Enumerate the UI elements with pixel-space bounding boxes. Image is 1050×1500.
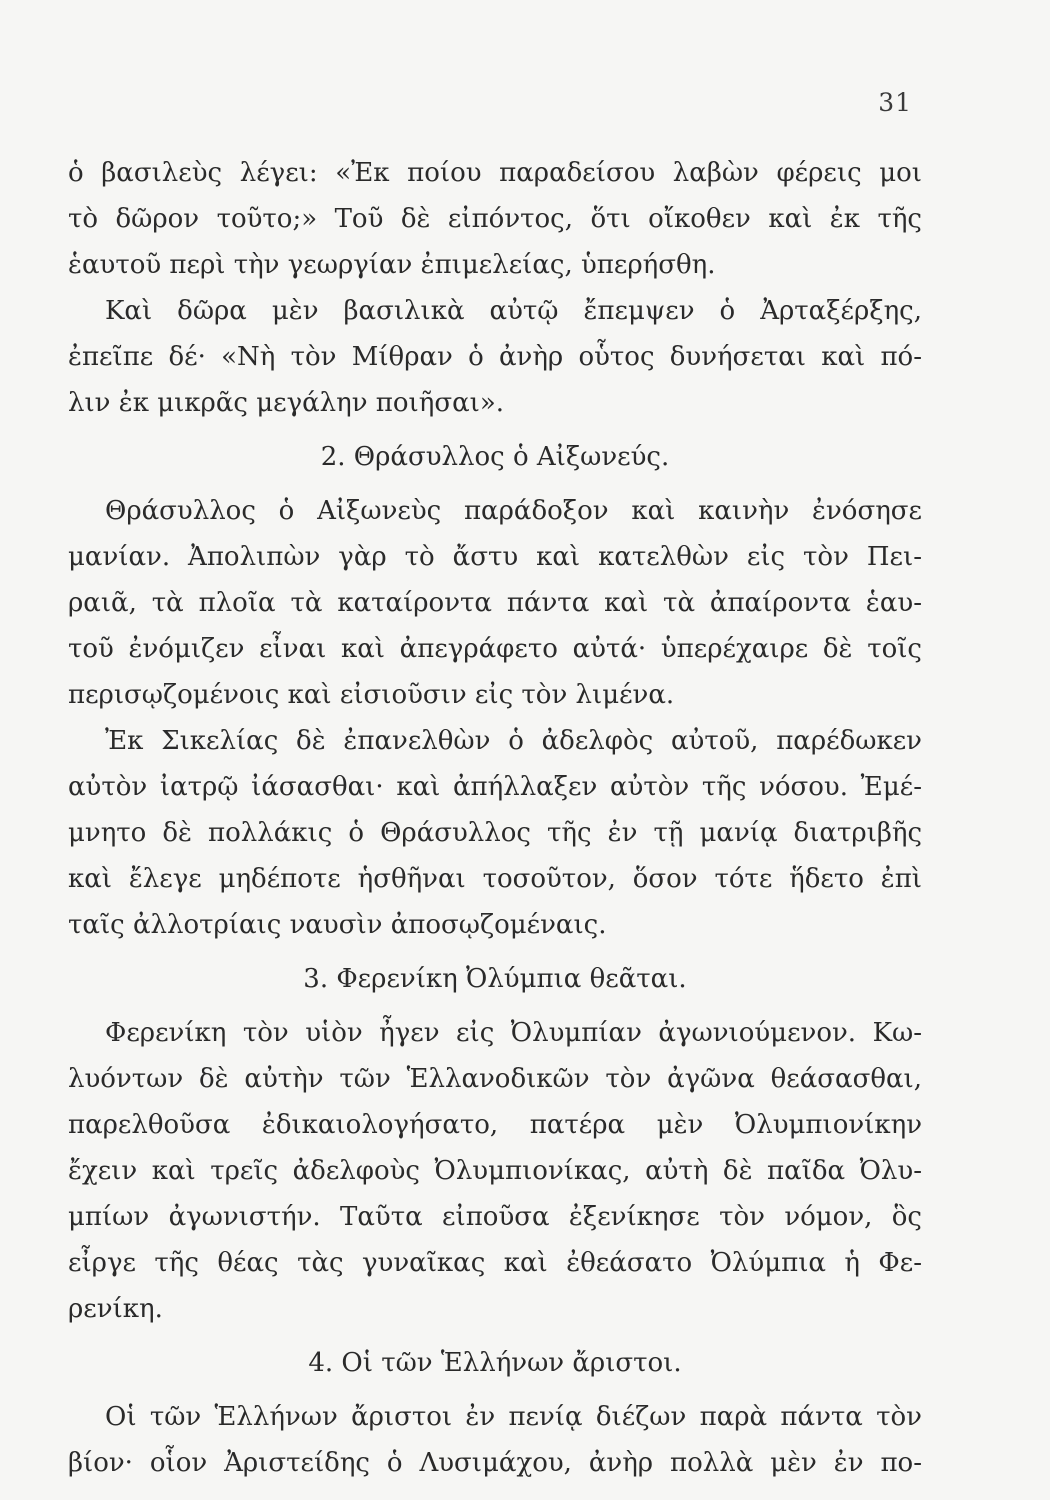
text-line: ραιᾶ, τὰ πλοῖα τὰ καταίροντα πάντα καὶ τὰ ἀπαίροντα ἑαυ- xyxy=(68,588,922,618)
text-line: ἑαυτοῦ περὶ τὴν γεωργίαν ἐπιμελείας, ὑπερήσθη. xyxy=(68,250,716,280)
text-line: ἔχειν καὶ τρεῖς ἀδελφοὺς Ὀλυμπιονίκας, αὐτὴ δὲ παῖδα Ὀλυ- xyxy=(68,1156,922,1186)
section-heading: 2. Θράσυλλος ὁ Αἰξωνεύς. xyxy=(320,442,670,472)
text-line: μνητο δὲ πολλάκις ὁ Θράσυλλος τῆς ἐν τῇ μανίᾳ διατριβῆς xyxy=(68,818,922,848)
text-line: μπίων ἀγωνιστήν. Ταῦτα εἰποῦσα ἐξενίκησε τὸν νόμον, ὃς xyxy=(68,1202,922,1232)
paragraph-aristoi xyxy=(68,1394,922,1486)
paragraph-thrasyllos xyxy=(68,488,922,948)
text-line: ταῖς ἀλλοτρίαις ναυσὶν ἀποσῳζομέναις. xyxy=(68,910,607,940)
text-line: μανίαν. Ἀπολιπὼν γὰρ τὸ ἄστυ καὶ κατελθὼν εἰς τὸν Πει- xyxy=(68,542,922,572)
text-line: περισῳζομένοις καὶ εἰσιοῦσιν εἰς τὸν λιμένα. xyxy=(68,680,675,710)
page-number: 31 xyxy=(878,88,912,117)
text-line: Θράσυλλος ὁ Αἰξωνεὺς παράδοξον καὶ καινὴν ἐνόσησε xyxy=(105,496,922,526)
text-line: παρελθοῦσα ἐδικαιολογήσατο, πατέρα μὲν Ὀλυμπιονίκην xyxy=(68,1110,922,1140)
paragraph-continuation xyxy=(68,150,922,426)
section-heading: 3. Φερενίκη Ὀλύμπια θεᾶται. xyxy=(303,964,687,994)
paragraph-pherenike xyxy=(68,1010,922,1332)
section-heading: 4. Οἱ τῶν Ἑλλήνων ἄριστοι. xyxy=(308,1348,682,1378)
page-body xyxy=(68,150,922,1486)
text-line: τὸ δῶρον τοῦτο;» Τοῦ δὲ εἰπόντος, ὅτι οἴκοθεν καὶ ἐκ τῆς xyxy=(68,204,922,234)
text-line: βίον· οἷον Ἀριστείδης ὁ Λυσιμάχου, ἀνὴρ πολλὰ μὲν ἐν πο- xyxy=(68,1448,922,1478)
text-line: τοῦ ἐνόμιζεν εἶναι καὶ ἀπεγράφετο αὐτά· ὑπερέχαιρε δὲ τοῖς xyxy=(68,634,922,664)
text-line: Ἐκ Σικελίας δὲ ἐπανελθὼν ὁ ἀδελφὸς αὐτοῦ, παρέδωκεν xyxy=(105,726,922,756)
text-line: Οἱ τῶν Ἑλλήνων ἄριστοι ἐν πενίᾳ διέζων παρὰ πάντα τὸν xyxy=(105,1402,922,1432)
text-line: καὶ ἔλεγε μηδέποτε ἡσθῆναι τοσοῦτον, ὅσον τότε ἥδετο ἐπὶ xyxy=(68,864,922,894)
text-line: ἐπεῖπε δέ· «Νὴ τὸν Μίθραν ὁ ἀνὴρ οὗτος δυνήσεται καὶ πό- xyxy=(68,342,922,372)
text-line: Καὶ δῶρα μὲν βασιλικὰ αὐτῷ ἔπεμψεν ὁ Ἀρταξέρξης, xyxy=(105,296,922,326)
text-line: ὁ βασιλεὺς λέγει: «Ἐκ ποίου παραδείσου λαβὼν φέρεις μοι xyxy=(68,158,922,188)
text-line: λιν ἐκ μικρᾶς μεγάλην ποιῆσαι». xyxy=(68,388,504,418)
text-line: λυόντων δὲ αὐτὴν τῶν Ἑλλανοδικῶν τὸν ἀγῶνα θεάσασθαι, xyxy=(68,1064,922,1094)
text-line: Φερενίκη τὸν υἱὸν ἦγεν εἰς Ὀλυμπίαν ἀγωνιούμενον. Κω- xyxy=(105,1018,922,1048)
text-line: αὐτὸν ἰατρῷ ἰάσασθαι· καὶ ἀπήλλαξεν αὐτὸν τῆς νόσου. Ἐμέ- xyxy=(68,772,922,802)
text-line: εἶργε τῆς θέας τὰς γυναῖκας καὶ ἐθεάσατο Ὀλύμπια ἡ Φε- xyxy=(68,1248,922,1278)
text-line: ρενίκη. xyxy=(68,1294,163,1324)
